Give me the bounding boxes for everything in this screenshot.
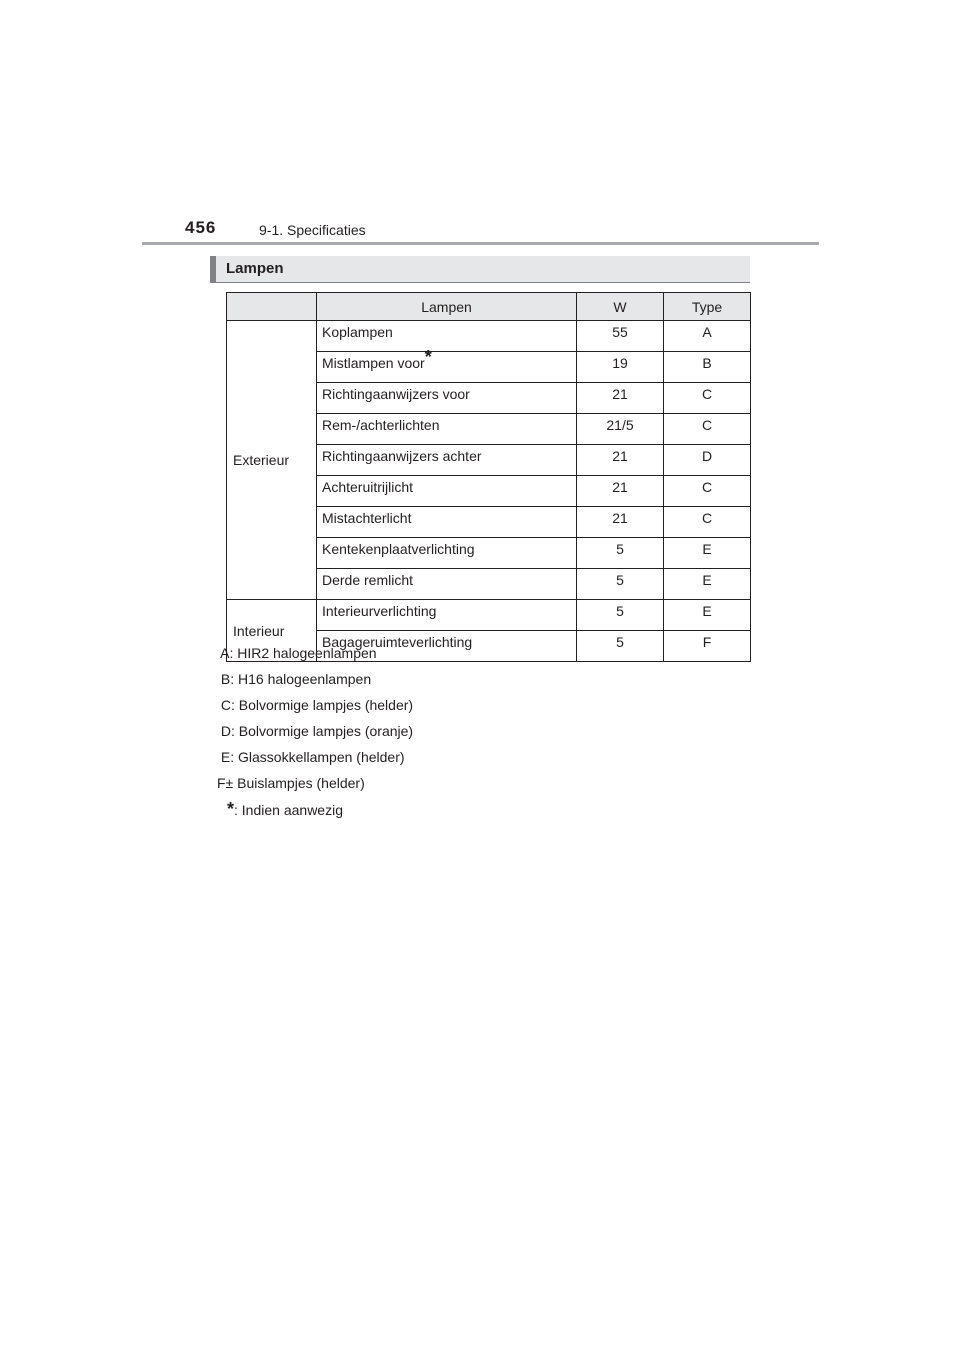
lamp-name: Interieurverlichting [322, 603, 437, 619]
type-cell: C [664, 476, 751, 507]
lamp-name: Derde remlicht [322, 572, 414, 588]
section-label: 9-1. Specificaties [259, 222, 366, 238]
wattage-cell: 21 [577, 476, 664, 507]
lamp-name-cell [317, 538, 577, 569]
wattage-cell: 21 [577, 445, 664, 476]
column-header-group [227, 293, 317, 321]
lamp-name: Koplampen [322, 324, 393, 340]
wattage-cell: 5 [577, 569, 664, 600]
type-cell: C [664, 507, 751, 538]
lamp-name-cell [317, 507, 577, 538]
group-cell: Interieur [227, 600, 317, 662]
lamp-name: Bagageruimteverlichting [322, 634, 473, 650]
type-cell: E [664, 538, 751, 569]
type-cell: A [664, 321, 751, 352]
type-cell: D [664, 445, 751, 476]
legend-item: E: Glassokkellampen (helder) [217, 749, 405, 765]
lamp-name: Richtingaanwijzers achter [322, 448, 482, 464]
lamp-name-cell [317, 445, 577, 476]
table-header-row [227, 293, 751, 321]
lamp-name-cell [317, 476, 577, 507]
group-cell: Exterieur [227, 321, 317, 600]
lamp-name: Kentekenplaatverlichting [322, 541, 475, 557]
lamp-name: Rem-/achterlichten [322, 417, 440, 433]
type-cell: E [664, 600, 751, 631]
legend-item: F± Buislampjes (helder) [217, 775, 365, 791]
column-header-lampen: Lampen [317, 293, 577, 321]
column-header-w: W [577, 293, 664, 321]
wattage-cell: 5 [577, 600, 664, 631]
table-body [227, 321, 751, 662]
type-cell: F [664, 631, 751, 662]
table-row [227, 600, 751, 631]
wattage-cell: 5 [577, 631, 664, 662]
wattage-cell: 19 [577, 352, 664, 383]
wattage-cell: 5 [577, 538, 664, 569]
wattage-cell: 55 [577, 321, 664, 352]
lamp-name-cell [317, 569, 577, 600]
lamp-name: Mistachterlicht [322, 510, 412, 526]
type-cell: B [664, 352, 751, 383]
legend-item: A: HIR2 halogeenlampen [217, 645, 377, 661]
lamp-name-cell [317, 600, 577, 631]
lamp-name-cell [317, 414, 577, 445]
header-rule [142, 242, 819, 245]
wattage-cell: 21 [577, 383, 664, 414]
footnote-text: : Indien aanwezig [234, 802, 343, 818]
type-cell: C [664, 383, 751, 414]
lamp-name-cell [317, 383, 577, 414]
legend-item: C: Bolvormige lampjes (helder) [217, 697, 414, 713]
lamp-spec-table [226, 292, 751, 662]
type-cell: E [664, 569, 751, 600]
footnote [217, 796, 413, 823]
legend-item: D: Bolvormige lampjes (oranje) [217, 723, 414, 739]
wattage-cell: 21/5 [577, 414, 664, 445]
footnote-mark: * [227, 799, 235, 819]
type-cell: C [664, 414, 751, 445]
lamp-name: Mistlampen voor [322, 355, 425, 371]
table-row [227, 321, 751, 352]
legend-item: B: H16 halogeenlampen [217, 671, 372, 687]
column-header-type: Type [664, 293, 751, 321]
wattage-cell: 21 [577, 507, 664, 538]
page-number: 456 [185, 218, 217, 237]
lamp-name: Richtingaanwijzers voor [322, 386, 470, 402]
legend [217, 640, 413, 823]
section-heading-bar [210, 256, 750, 283]
section-heading: Lampen [226, 260, 284, 277]
lamp-name-cell [317, 347, 577, 383]
lamp-name-cell [317, 321, 577, 352]
footnote-marker: * [424, 347, 432, 367]
lamp-name: Achteruitrijlicht [322, 479, 414, 495]
